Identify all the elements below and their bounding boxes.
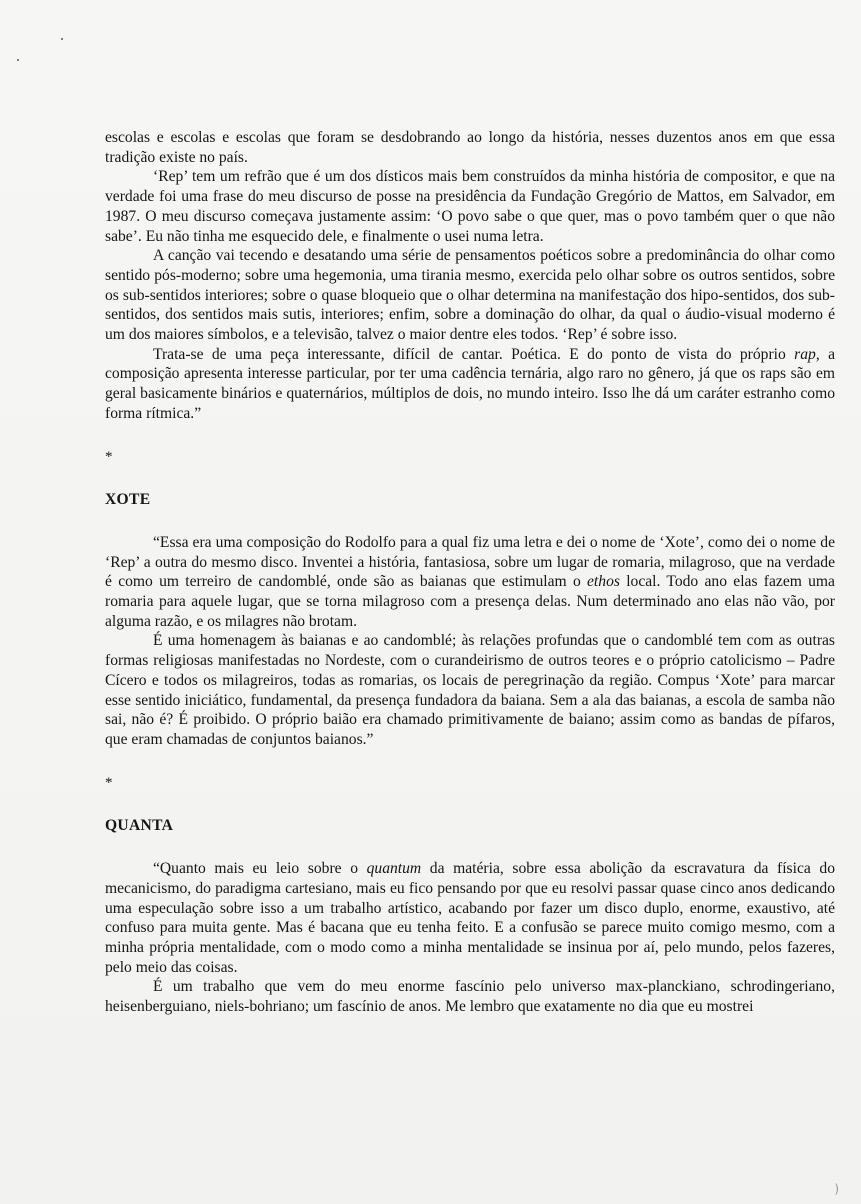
text-run: “Quanto mais eu leio sobre o <box>153 860 367 878</box>
section-heading-xote: XOTE <box>105 491 151 509</box>
section-separator: * <box>105 774 113 791</box>
scan-speck <box>61 38 63 40</box>
text-run: Trata-se de uma peça interessante, difícil de cantar. Poética. E do ponto de vista do próprio <box>153 345 795 363</box>
section-heading-quanta: QUANTA <box>105 817 174 835</box>
paragraph <box>105 345 835 424</box>
scan-speck <box>17 59 19 61</box>
paragraph: É um trabalho que vem do meu enorme fascínio pelo universo max-planckiano, schrodingeriano, heisenberguiano, niels-bohriano; um fascínio de anos. Me lembro que exatamente no dia que eu mostrei <box>105 978 835 1016</box>
paragraph: ‘Rep’ tem um refrão que é um dos dísticos mais bem construídos da minha história de compositor, e que na verdade foi uma frase do meu discurso de posse na presidência da Fundação Gregório de Mattos, em Salvador, em 1987. O meu discurso começava justamente assim: ‘O povo sabe o que quer, mas o povo também quer o que não sabe’. Eu não tinha me esquecido dele, e finalmente o usei numa letra. <box>105 168 835 245</box>
paragraph <box>105 533 835 632</box>
paragraph: escolas e escolas e escolas que foram se desdobrando ao longo da história, nesses duzentos anos em que essa tradição existe no país. <box>105 129 835 166</box>
emphasis: rap <box>794 345 816 363</box>
text-run: local. Todo ano elas fazem uma romaria para aquele lugar, que se torna milagroso com a presença delas. Num determinado ano elas não vão, por alguma razão, e os milagres não brotam. <box>105 573 835 630</box>
paragraph <box>105 859 835 977</box>
text-run: da matéria, sobre essa abolição da escravatura da física do mecanicismo, do paradigma cartesiano, mais eu fico pensando por que eu resolvi passar quase cinco anos dedicando uma especulação sobre isso a um trabalho artístico, acabando por fazer um disco duplo, enorme, exaustivo, até confuso para muita gente. Mas é bacana que eu tenha feito. E a confusão se parece muito comigo mesmo, com a minha própria mentalidade, com o modo como a minha mentalidade se insinua por aí, pelo mundo, pelos fazeres, pelo meio das coisas. <box>105 860 835 976</box>
paragraph: É uma homenagem às baianas e ao candomblé; às relações profundas que o candomblé tem com as outras formas religiosas manifestadas no Nordeste, com o curandeirismo de outros teores e o próprio catolicismo – Padre Cícero e todos os milagreiros, todas as romarias, os locais de peregrinação da região. Compus ‘Xote’ para marcar esse sentido iniciático, fundamental, da presença fundadora da baiana. Sem a ala das baianas, a escola de samba não sai, não é? É proibido. O próprio baião era chamado primitivamente de baiano; assim como as bandas de pífaros, que eram chamadas de conjuntos baianos.” <box>105 632 835 748</box>
text-run: , a composição apresenta interesse particular, por ter uma cadência ternária, algo raro no gênero, já que os raps são em geral basicamente binários e quaternários, múltiplos de dois, no mundo inteiro. Isso lhe dá um caráter estranho como forma rítmica.” <box>105 345 835 422</box>
document-body <box>105 128 835 1017</box>
paragraph: A canção vai tecendo e desatando uma série de pensamentos poéticos sobre a predominância do olhar como sentido pós-moderno; sobre uma hegemonia, uma tirania mesmo, exercida pelo olhar sobre os outros sentidos, sobre os sub-sentidos interiores; sobre o quase bloqueio que o olhar determina na manifestação dos hipo-sentidos, dos sub-sentidos, dos sentidos mais sutis, interiores; enfim, sobre a dominação do olhar, da qual o áudio-visual moderno é um dos maiores símbolos, e a televisão, talvez o maior dentre eles todos. ‘Rep’ é sobre isso. <box>105 247 835 344</box>
emphasis: ethos <box>587 573 620 591</box>
scan-corner-mark: ) <box>834 1182 839 1196</box>
emphasis: quantum <box>366 860 422 878</box>
text-run: “Essa era uma composição do Rodolfo para a qual fiz uma letra e dei o nome de ‘Xote’, como dei o nome de ‘Rep’ a outra do mesmo disco. Inventei a história, fantasiosa, sobre um lugar de romaria, milagroso, que na verdade é como um terreiro de candomblé, onde são as baianas que estimulam o <box>105 533 835 591</box>
section-separator: * <box>105 448 113 465</box>
